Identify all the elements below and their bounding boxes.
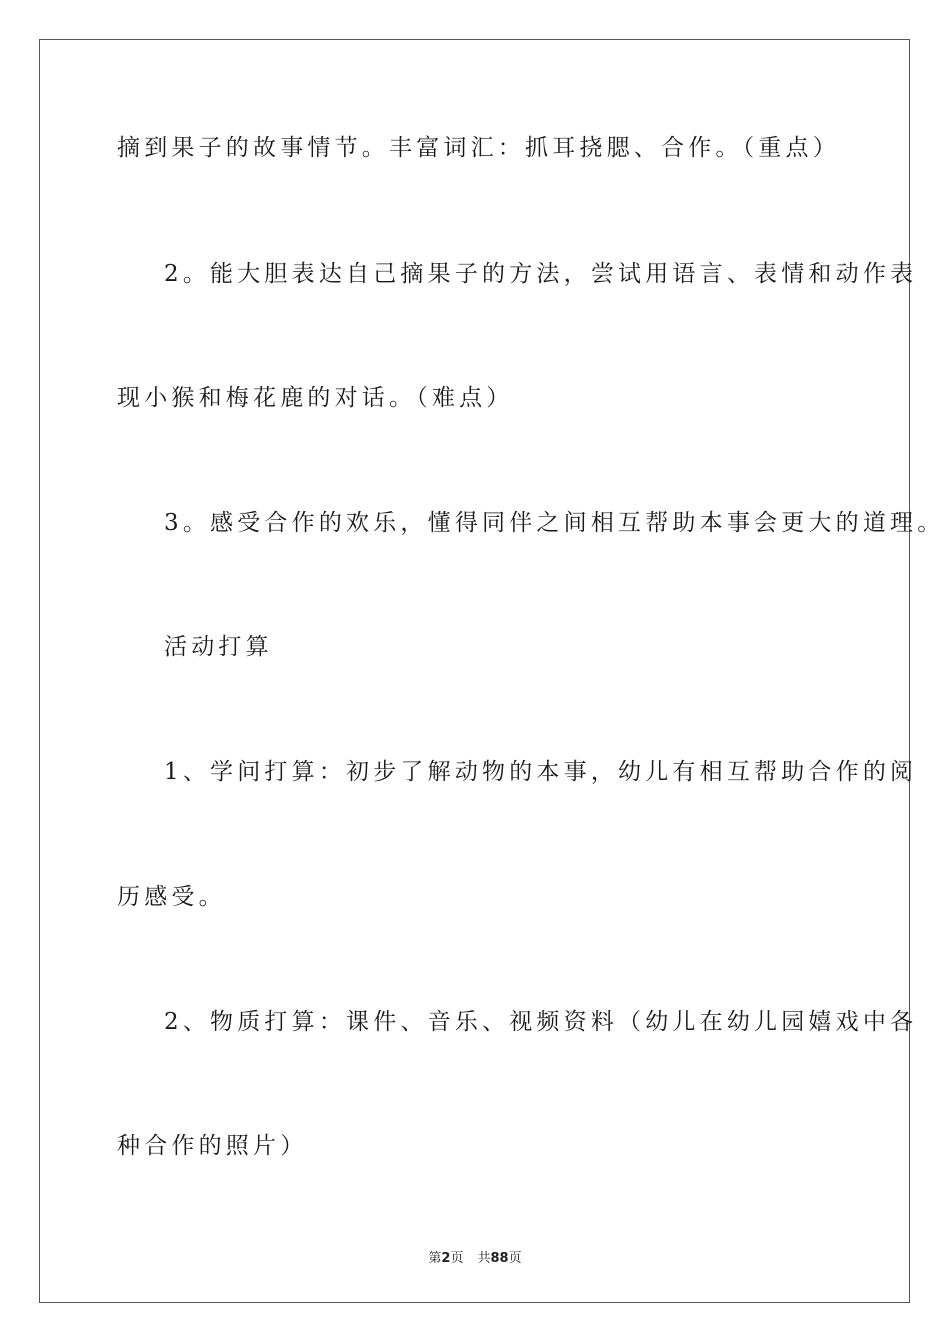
page-footer — [0, 1247, 950, 1266]
footer-page-prefix: 第 — [428, 1251, 442, 1266]
text-line-5: 1、学问打算：初步了解动物的本事，幼儿有相互帮助合作的阅 — [164, 759, 918, 785]
footer-page-suffix: 页 — [450, 1251, 464, 1266]
text-line-8: 种合作的照片） — [117, 1133, 308, 1159]
text-line-7: 2、物质打算：课件、音乐、视频资料（幼儿在幼儿园嬉戏中各 — [164, 1009, 918, 1035]
text-line-4: 3。感受合作的欢乐，懂得同伴之间相互帮助本事会更大的道理。 — [164, 510, 945, 536]
footer-total-suffix: 页 — [508, 1251, 522, 1266]
text-line-2: 2。能大胆表达自己摘果子的方法，尝试用语言、表情和动作表 — [164, 261, 918, 287]
page-frame — [39, 39, 910, 1303]
footer-page-number: 2 — [441, 1251, 451, 1266]
footer-total-pages: 88 — [490, 1251, 509, 1266]
text-line-1: 摘到果子的故事情节。丰富词汇：抓耳挠腮、合作。（重点） — [117, 135, 840, 161]
text-line-6: 历感受。 — [117, 884, 226, 910]
text-line-3: 现小猴和梅花鹿的对话。（难点） — [117, 385, 514, 411]
section-heading: 活动打算 — [164, 634, 273, 660]
footer-total-prefix: 共 — [477, 1251, 491, 1266]
